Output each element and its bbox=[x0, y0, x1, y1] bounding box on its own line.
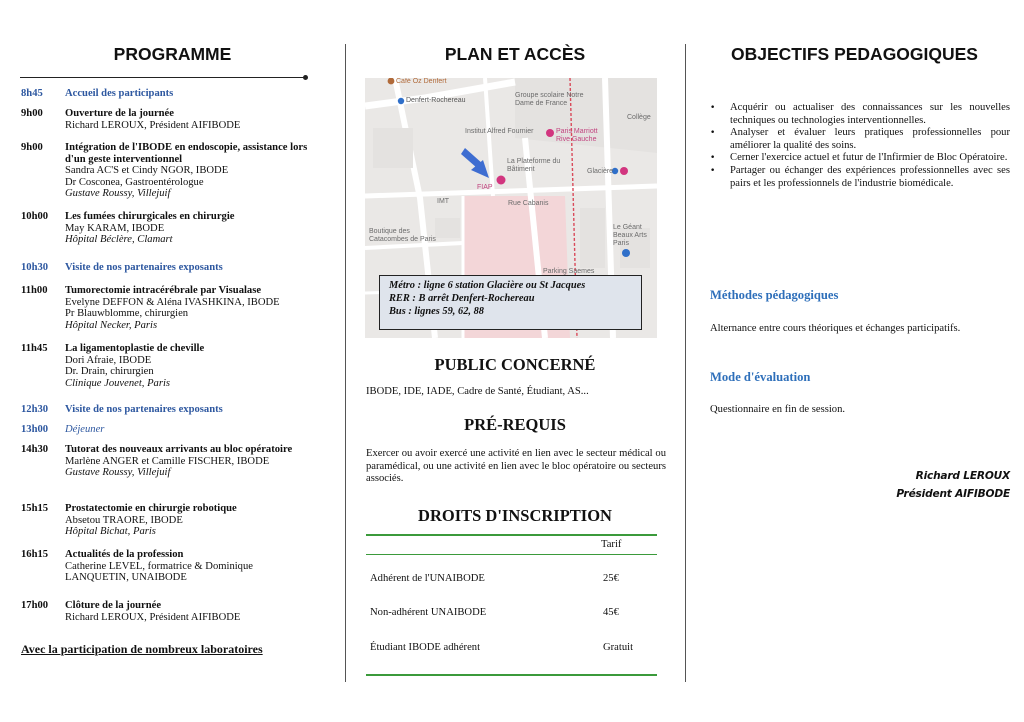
entry-speaker: Dori Afraie, IBODE bbox=[65, 354, 152, 366]
entry-speaker: Dr. Drain, chirurgien bbox=[65, 366, 154, 378]
entry-title: Tutorat des nouveaux arrivants au bloc opératoire bbox=[65, 444, 293, 455]
entry-body bbox=[65, 262, 321, 274]
entry-time: 11h00 bbox=[21, 285, 48, 296]
programme-entry bbox=[21, 600, 321, 623]
entry-title: Ouverture de la journée bbox=[65, 108, 174, 119]
transit-metro: Métro : ligne 6 station Glacière ou St Jacques bbox=[389, 280, 586, 291]
map-label-cafe: Café Oz Denfert bbox=[396, 78, 447, 85]
fees-table-header-rule bbox=[366, 554, 657, 555]
map-label-plateforme: La Plateforme du Bâtiment bbox=[507, 158, 561, 173]
map-label-parking: Parking Saemes bbox=[543, 268, 595, 275]
transit-bus: Bus : lignes 59, 62, 88 bbox=[389, 306, 484, 317]
entry-title: Actualités de la profession bbox=[65, 549, 184, 560]
entry-time: 15h15 bbox=[21, 503, 49, 514]
fees-table-top-rule bbox=[366, 534, 657, 536]
objectives-list bbox=[710, 102, 1010, 190]
entry-speaker: Richard LEROUX, Président AIFIBODE bbox=[65, 611, 241, 623]
objectives-heading: OBJECTIFS PEDAGOGIQUES bbox=[731, 44, 978, 64]
entry-title: Tumorectomie intracérébrale par Visualase bbox=[65, 285, 262, 296]
prereq-heading: PRÉ-REQUIS bbox=[464, 415, 566, 434]
entry-title: La ligamentoplastie de cheville bbox=[65, 343, 205, 354]
plan-heading: PLAN ET ACCÈS bbox=[444, 44, 586, 64]
methods-heading: Méthodes pédagogiques bbox=[710, 288, 839, 302]
map-label-boutique: Boutique des Catacombes de Paris bbox=[369, 228, 436, 243]
transit-info-box bbox=[379, 275, 642, 330]
programme-entry bbox=[21, 211, 321, 246]
fees-row-price: Gratuit bbox=[603, 642, 634, 653]
map-label-rue-cabanis: Rue Cabanis bbox=[508, 200, 549, 207]
programme-heading: PROGRAMME bbox=[113, 44, 232, 64]
fees-row-price: 45€ bbox=[603, 607, 619, 618]
map-label-denfert: Denfert-Rochereau bbox=[406, 97, 466, 104]
map-label-imt: IMT bbox=[437, 198, 450, 205]
map-label-college: Collège bbox=[627, 114, 651, 121]
methods-text: Alternance entre cours théoriques et échanges participatifs. bbox=[710, 323, 961, 334]
entry-location: Gustave Roussy, Villejuif bbox=[65, 188, 171, 200]
entry-body bbox=[65, 108, 321, 131]
public-text: IBODE, IDE, IADE, Cadre de Santé, Étudiant, AS... bbox=[366, 386, 589, 397]
entry-body bbox=[65, 211, 321, 246]
entry-title: Accueil des participants bbox=[65, 88, 174, 99]
entry-title: Les fumées chirurgicales en chirurgie bbox=[65, 211, 235, 222]
entry-title: Clôture de la journée bbox=[65, 600, 162, 611]
entry-time: 8h45 bbox=[21, 88, 43, 99]
entry-title: Déjeuner bbox=[65, 424, 105, 435]
entry-body bbox=[65, 549, 321, 584]
entry-body bbox=[65, 285, 321, 331]
entry-location: Clinique Jouvenet, Paris bbox=[65, 377, 171, 389]
map-label-institut: Institut Alfred Fournier bbox=[465, 128, 534, 135]
entry-body bbox=[65, 343, 321, 389]
entry-speaker: Richard LEROUX, Président AIFIBODE bbox=[65, 119, 241, 131]
programme-entry bbox=[21, 444, 321, 479]
objective-item: • Analyser et évaluer leurs pratiques professionnelles pour améliorer la qualité des soins. bbox=[710, 127, 1010, 152]
signature-name: Richard LEROUX bbox=[915, 470, 1010, 482]
fees-table-bottom-rule bbox=[366, 674, 657, 676]
entry-speaker: LANQUETIN, UNAIBODE bbox=[65, 572, 187, 584]
fees-column-header: Tarif bbox=[601, 539, 622, 550]
entry-speaker: Pr Blauwblomme, chirurgien bbox=[65, 308, 189, 320]
programme-entry bbox=[21, 285, 321, 331]
programme-entry bbox=[21, 262, 321, 274]
public-heading: PUBLIC CONCERNÉ bbox=[434, 355, 596, 374]
entry-time: 12h30 bbox=[21, 404, 49, 415]
entry-speaker: Evelyne DEFFON & Aléna IVASHKINA, IBODE bbox=[65, 296, 280, 308]
map-label-beaux-arts: Le Géant Beaux Arts Paris bbox=[613, 224, 647, 247]
entry-body bbox=[65, 404, 321, 416]
programme-entry bbox=[21, 503, 321, 538]
entry-location: Hôpital Bichat, Paris bbox=[65, 526, 156, 538]
entry-time: 14h30 bbox=[21, 444, 49, 455]
signature-title: Président AIFIBODE bbox=[896, 488, 1010, 500]
entry-title: Visite de nos partenaires exposants bbox=[65, 262, 223, 273]
programme-entry bbox=[21, 88, 321, 100]
entry-title: Intégration de l'IBODE en endoscopie, assistance lors d'un geste interventionnel bbox=[65, 142, 308, 165]
map-label-school: Groupe scolaire Notre Dame de France bbox=[515, 92, 584, 107]
fees-heading: DROITS D'INSCRIPTION bbox=[418, 506, 612, 525]
entry-speaker: May KARAM, IBODE bbox=[65, 222, 165, 234]
entry-location: Hôpital Béclère, Clamart bbox=[65, 234, 173, 246]
entry-location: Hôpital Necker, Paris bbox=[65, 319, 158, 331]
entry-time: 10h30 bbox=[21, 262, 49, 273]
entry-time: 16h15 bbox=[21, 549, 49, 560]
entry-time: 10h00 bbox=[21, 211, 49, 222]
entry-speaker: Dr Cosconea, Gastroentérologue bbox=[65, 176, 204, 188]
entry-body bbox=[65, 88, 321, 100]
entry-body bbox=[65, 503, 321, 538]
entry-time: 13h00 bbox=[21, 424, 49, 435]
programme-entry bbox=[21, 424, 321, 436]
transit-rer: RER : B arrêt Denfert-Rochereau bbox=[389, 293, 535, 304]
entry-time: 11h45 bbox=[21, 343, 48, 354]
objective-item: • Acquérir ou actualiser des connaissances sur les nouvelles techniques ou technologies interventionnelles. bbox=[710, 102, 1010, 127]
entry-body bbox=[65, 600, 321, 623]
fees-row-label: Étudiant IBODE adhérent bbox=[370, 642, 481, 653]
entry-title: Prostatectomie en chirurgie robotique bbox=[65, 503, 237, 514]
entry-speaker: Marlène ANGER et Camille FISCHER, IBODE bbox=[65, 455, 270, 467]
fees-row-label: Adhérent de l'UNAIBODE bbox=[370, 573, 485, 584]
prereq-text: Exercer ou avoir exercé une activité en lien avec le secteur médical ou paramédical, ou une activité en lien avec le bloc opératoire ou secteurs associés. bbox=[366, 448, 666, 485]
evaluation-heading: Mode d'évaluation bbox=[710, 370, 811, 384]
column-divider-right bbox=[685, 44, 686, 682]
entry-body bbox=[65, 444, 321, 479]
programme-entry bbox=[21, 404, 321, 416]
entry-time: 9h00 bbox=[21, 142, 43, 153]
entry-body bbox=[65, 142, 321, 200]
entry-time: 17h00 bbox=[21, 600, 49, 611]
sponsors-note: Avec la participation de nombreux laboratoires bbox=[21, 642, 263, 656]
fees-row-label: Non-adhérent UNAIBODE bbox=[370, 607, 487, 618]
entry-time: 9h00 bbox=[21, 108, 43, 119]
map-label-glaciere: Glacière bbox=[587, 168, 614, 175]
entry-location: Gustave Roussy, Villejuif bbox=[65, 467, 171, 479]
programme-rule bbox=[20, 77, 305, 78]
evaluation-text: Questionnaire en fin de session. bbox=[710, 404, 846, 415]
objective-item: • Cerner l'exercice actuel et futur de l'Infirmier de Bloc Opératoire. bbox=[710, 152, 1010, 165]
programme-entry bbox=[21, 549, 321, 584]
programme-entry bbox=[21, 343, 321, 389]
programme-entry bbox=[21, 108, 321, 131]
entry-title: Visite de nos partenaires exposants bbox=[65, 404, 223, 415]
fees-row-price: 25€ bbox=[603, 573, 619, 584]
programme-entry bbox=[21, 142, 321, 200]
objective-item: • Partager ou échanger des expériences professionnelles avec ses pairs et les professionnels de l'industrie biomédicale. bbox=[710, 165, 1010, 190]
entry-speaker: Sandra AC'S et Cindy NGOR, IBODE bbox=[65, 165, 229, 177]
map-label-fiap: FIAP bbox=[477, 184, 493, 191]
entry-speaker: Catherine LEVEL, formatrice & Dominique bbox=[65, 560, 253, 572]
entry-speaker: Absetou TRAORE, IBODE bbox=[65, 514, 183, 526]
entry-body bbox=[65, 424, 321, 436]
map-label-marriott: Paris Marriott Rive Gauche bbox=[556, 128, 598, 143]
